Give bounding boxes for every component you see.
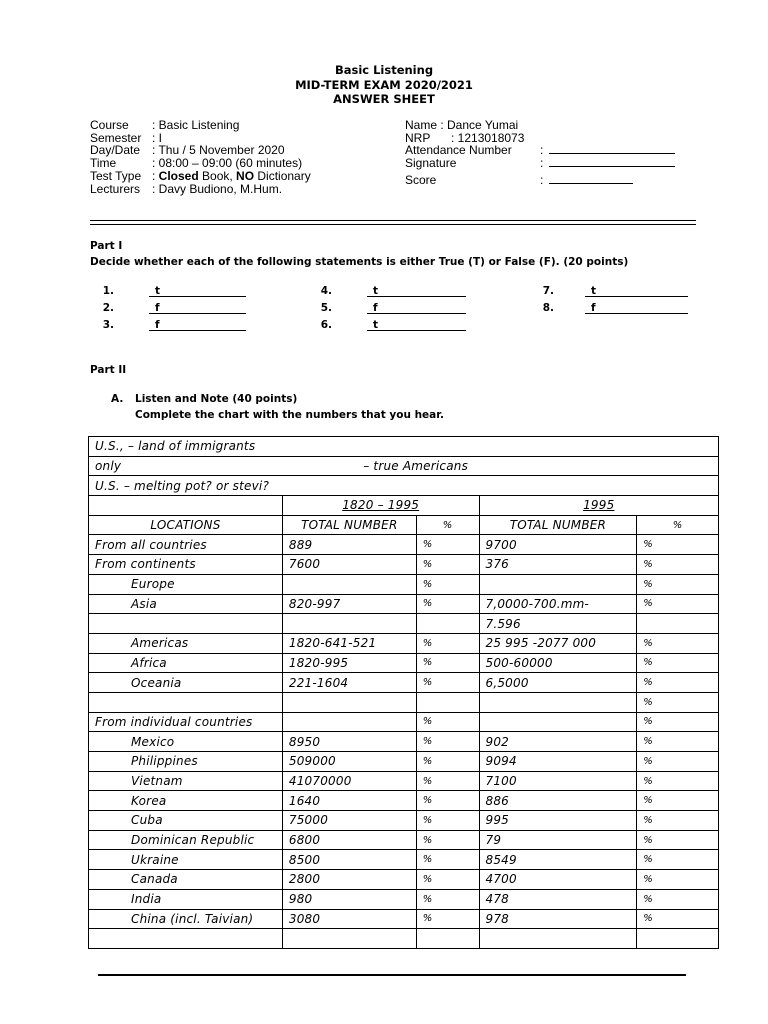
total-1820-1995-cell[interactable]: 8950	[282, 732, 416, 752]
total-1995-cell[interactable]: 886	[479, 791, 637, 811]
pct-1820-1995-cell[interactable]	[416, 929, 479, 949]
answer-number: 8.	[542, 302, 554, 314]
table-row	[89, 535, 719, 555]
header-course-title: Basic Listening	[334, 63, 434, 77]
note-right: – true Americans	[363, 459, 469, 474]
score-colon: :	[540, 172, 544, 187]
note-row	[89, 456, 719, 476]
course-value: : Basic Listening	[152, 118, 240, 132]
test-type-mid: Book,	[198, 168, 237, 183]
pct-1995-cell[interactable]	[637, 614, 719, 634]
total-1820-1995-cell[interactable]: 980	[282, 889, 416, 909]
col-total-2: TOTAL NUMBER	[479, 515, 637, 535]
pct-1820-1995-cell[interactable]: %	[416, 889, 479, 909]
table-row	[89, 771, 719, 791]
header-sheet-title: ANSWER SHEET	[333, 92, 435, 106]
pct-1820-1995-cell[interactable]: %	[416, 574, 479, 594]
pct-1995-cell[interactable]: %	[637, 712, 719, 732]
date-value: : Thu / 5 November 2020	[152, 143, 285, 158]
location-cell: Africa	[89, 653, 283, 673]
course-label: Course	[90, 118, 129, 132]
signature-colon: :	[540, 156, 544, 171]
table-row	[89, 633, 719, 653]
location-cell	[89, 614, 283, 634]
table-row	[89, 673, 719, 693]
total-1995-cell[interactable]: 9700	[479, 535, 637, 555]
total-1995-cell[interactable]: 7.596	[479, 614, 637, 634]
pct-1820-1995-cell[interactable]: %	[416, 653, 479, 673]
total-1995-cell[interactable]: 4700	[479, 870, 637, 890]
answer-number: 7.	[542, 285, 554, 297]
total-1820-1995-cell[interactable]: 221-1604	[282, 673, 416, 693]
total-1820-1995-cell[interactable]: 1820-641-521	[282, 633, 416, 653]
total-1820-1995-cell[interactable]: 41070000	[282, 771, 416, 791]
total-1820-1995-cell[interactable]: 2800	[282, 870, 416, 890]
answer-number: 5.	[320, 302, 332, 314]
total-1995-cell[interactable]: 7,0000-700.mm-	[479, 594, 637, 614]
pct-1820-1995-cell[interactable]: %	[416, 850, 479, 870]
location-cell: Philippines	[89, 752, 283, 772]
column-header-row	[89, 515, 719, 535]
pct-1820-1995-cell[interactable]: %	[416, 811, 479, 831]
note-left: only	[95, 459, 122, 474]
answer-field[interactable]: f	[367, 302, 466, 314]
nrp-value: : 1213018073	[451, 130, 525, 145]
total-1820-1995-cell[interactable]: 6800	[282, 830, 416, 850]
pct-1995-cell[interactable]: %	[637, 594, 719, 614]
location-cell: Oceania	[89, 673, 283, 693]
total-1820-1995-cell[interactable]	[282, 712, 416, 732]
part1-instruction: Decide whether each of the following statements is either True (T) or False (F). (20 points)	[90, 256, 629, 268]
lecturers-value: : Davy Budiono, M.Hum.	[152, 181, 283, 196]
table-row	[89, 929, 719, 949]
total-1995-cell[interactable]: 478	[479, 889, 637, 909]
table-row	[89, 870, 719, 890]
total-1995-cell[interactable]: 8549	[479, 850, 637, 870]
divider-line-bottom	[90, 224, 696, 225]
immigration-chart	[88, 436, 719, 949]
section-a-title: Listen and Note (40 points)	[135, 393, 298, 405]
total-1820-1995-cell[interactable]: 8500	[282, 850, 416, 870]
total-1820-1995-cell[interactable]	[282, 574, 416, 594]
info-left-block	[90, 119, 311, 195]
total-1995-cell[interactable]: 79	[479, 830, 637, 850]
section-a-label: A.	[111, 393, 124, 405]
test-type-prefix: :	[152, 168, 159, 183]
location-cell	[89, 692, 283, 712]
col-total-1: TOTAL NUMBER	[282, 515, 416, 535]
period-1-label: 1820 – 1995	[342, 498, 420, 513]
table-row	[89, 850, 719, 870]
pct-1995-cell[interactable]: %	[637, 909, 719, 929]
location-cell: Americas	[89, 633, 283, 653]
part2-title: Part II	[90, 364, 127, 376]
total-1995-cell[interactable]: 376	[479, 555, 637, 575]
answer-number: 6.	[320, 319, 332, 331]
pct-1995-cell[interactable]: %	[637, 555, 719, 575]
pct-1820-1995-cell[interactable]: %	[416, 870, 479, 890]
semester-label: Semester	[90, 130, 142, 145]
table-row	[89, 752, 719, 772]
pct-1820-1995-cell[interactable]: %	[416, 673, 479, 693]
total-1820-1995-cell[interactable]: 3080	[282, 909, 416, 929]
answer-field[interactable]: t	[367, 319, 466, 331]
note-row	[89, 437, 719, 457]
pct-1995-cell[interactable]: %	[637, 850, 719, 870]
student-name: Name : Dance Yumai	[405, 118, 519, 132]
period-1820-1995	[282, 496, 479, 516]
note-cell[interactable]: U.S. – melting pot? or stevi?	[89, 476, 719, 496]
pct-1995-cell[interactable]: %	[637, 574, 719, 594]
table-row	[89, 653, 719, 673]
signature-field[interactable]	[549, 157, 675, 167]
total-1995-cell[interactable]: 25 995 -2077 000	[479, 633, 637, 653]
table-row	[89, 830, 719, 850]
total-1995-cell[interactable]: 500-60000	[479, 653, 637, 673]
location-cell: Dominican Republic	[89, 830, 283, 850]
page-bottom-rule	[98, 974, 686, 976]
location-cell: Canada	[89, 870, 283, 890]
table-row	[89, 909, 719, 929]
total-1995-cell[interactable]	[479, 692, 637, 712]
table-row	[89, 614, 719, 634]
total-1820-1995-cell[interactable]	[282, 929, 416, 949]
pct-1995-cell[interactable]: %	[637, 771, 719, 791]
info-right-block	[405, 119, 675, 187]
date-label: Day/Date	[90, 143, 141, 158]
table-row	[89, 594, 719, 614]
pct-1820-1995-cell[interactable]: %	[416, 830, 479, 850]
pct-1995-cell[interactable]: %	[637, 889, 719, 909]
pct-1820-1995-cell[interactable]: %	[416, 791, 479, 811]
total-1820-1995-cell[interactable]	[282, 692, 416, 712]
total-1820-1995-cell[interactable]	[282, 614, 416, 634]
period-blank-cell	[89, 496, 283, 516]
note-row	[89, 476, 719, 496]
test-type-post: Dictionary	[254, 168, 311, 183]
pct-1820-1995-cell[interactable]: %	[416, 633, 479, 653]
location-cell: Europe	[89, 574, 283, 594]
table-row	[89, 712, 719, 732]
pct-1995-cell[interactable]: %	[637, 692, 719, 712]
note-cell[interactable]	[89, 456, 719, 476]
time-label: Time	[90, 156, 117, 171]
pct-1995-cell[interactable]: %	[637, 830, 719, 850]
total-1820-1995-cell[interactable]: 7600	[282, 555, 416, 575]
total-1995-cell[interactable]	[479, 929, 637, 949]
table-row	[89, 791, 719, 811]
answer-field[interactable]: t	[585, 285, 688, 297]
pct-1995-cell[interactable]: %	[637, 732, 719, 752]
test-type-label: Test Type	[90, 168, 142, 183]
total-1995-cell[interactable]: 978	[479, 909, 637, 929]
table-row	[89, 555, 719, 575]
test-type-closed: Closed	[158, 168, 199, 183]
location-cell: Ukraine	[89, 850, 283, 870]
semester-value: : I	[152, 130, 163, 145]
attendance-colon: :	[540, 143, 544, 158]
answer-field[interactable]: t	[149, 285, 246, 297]
pct-1995-cell[interactable]: %	[637, 673, 719, 693]
table-row	[89, 692, 719, 712]
note-cell[interactable]: U.S., – land of immigrants	[89, 437, 719, 457]
section-a-instruction: Complete the chart with the numbers that you hear.	[135, 409, 444, 421]
pct-1995-cell[interactable]: %	[637, 870, 719, 890]
location-cell: Asia	[89, 594, 283, 614]
header-exam-title: MID-TERM EXAM 2020/2021	[295, 78, 473, 92]
total-1820-1995-cell[interactable]: 509000	[282, 752, 416, 772]
part1-title: Part I	[90, 240, 123, 252]
table-row	[89, 732, 719, 752]
location-cell	[89, 929, 283, 949]
location-cell: From all countries	[89, 535, 283, 555]
pct-1995-cell[interactable]: %	[637, 811, 719, 831]
location-cell: Cuba	[89, 811, 283, 831]
answer-number: 2.	[102, 302, 114, 314]
signature-label: Signature	[405, 156, 457, 171]
col-pct-1: %	[416, 515, 479, 535]
total-1820-1995-cell[interactable]: 820-997	[282, 594, 416, 614]
total-1995-cell[interactable]: 7100	[479, 771, 637, 791]
total-1820-1995-cell[interactable]: 1640	[282, 791, 416, 811]
pct-1820-1995-cell[interactable]: %	[416, 594, 479, 614]
total-1820-1995-cell[interactable]: 889	[282, 535, 416, 555]
lecturers-label: Lecturers	[90, 181, 141, 196]
pct-1995-cell[interactable]: %	[637, 653, 719, 673]
period-1995	[479, 496, 719, 516]
pct-1995-cell[interactable]: %	[637, 791, 719, 811]
pct-1995-cell[interactable]: %	[637, 535, 719, 555]
table-row	[89, 574, 719, 594]
col-pct-2: %	[637, 515, 719, 535]
pct-1820-1995-cell[interactable]: %	[416, 771, 479, 791]
pct-1820-1995-cell[interactable]	[416, 692, 479, 712]
table-row	[89, 811, 719, 831]
total-1820-1995-cell[interactable]: 1820-995	[282, 653, 416, 673]
pct-1820-1995-cell[interactable]: %	[416, 752, 479, 772]
col-locations: LOCATIONS	[89, 515, 283, 535]
pct-1820-1995-cell[interactable]: %	[416, 555, 479, 575]
attendance-field[interactable]	[549, 144, 675, 154]
answer-field[interactable]: f	[149, 319, 246, 331]
location-cell: China (incl. Taivian)	[89, 909, 283, 929]
score-field[interactable]	[549, 174, 633, 184]
pct-1820-1995-cell[interactable]: %	[416, 732, 479, 752]
nrp-label: NRP	[405, 130, 431, 145]
total-1995-cell[interactable]: 9094	[479, 752, 637, 772]
period-2-label: 1995	[583, 498, 615, 513]
pct-1820-1995-cell[interactable]: %	[416, 909, 479, 929]
period-row	[89, 496, 719, 516]
answer-field[interactable]: t	[367, 285, 466, 297]
answer-field[interactable]: f	[149, 302, 246, 314]
time-value: : 08:00 – 09:00 (60 minutes)	[152, 156, 303, 171]
pct-1820-1995-cell[interactable]: %	[416, 535, 479, 555]
location-cell: Korea	[89, 791, 283, 811]
total-1995-cell[interactable]	[479, 574, 637, 594]
pct-1995-cell[interactable]: %	[637, 633, 719, 653]
total-1820-1995-cell[interactable]: 75000	[282, 811, 416, 831]
test-type-no: NO	[236, 168, 255, 183]
location-cell: From individual countries	[89, 712, 283, 732]
pct-1995-cell[interactable]: %	[637, 752, 719, 772]
location-cell: India	[89, 889, 283, 909]
divider-line-top	[90, 220, 696, 221]
answer-field[interactable]: f	[585, 302, 688, 314]
attendance-label: Attendance Number	[405, 143, 512, 158]
answer-number: 3.	[102, 319, 114, 331]
answer-number: 4.	[320, 285, 332, 297]
pct-1995-cell[interactable]	[637, 929, 719, 949]
total-1995-cell[interactable]	[479, 712, 637, 732]
total-1995-cell[interactable]: 902	[479, 732, 637, 752]
answer-number: 1.	[102, 285, 114, 297]
location-cell: Mexico	[89, 732, 283, 752]
table-row	[89, 889, 719, 909]
pct-1820-1995-cell[interactable]: %	[416, 712, 479, 732]
pct-1820-1995-cell[interactable]	[416, 614, 479, 634]
location-cell: Vietnam	[89, 771, 283, 791]
total-1995-cell[interactable]: 995	[479, 811, 637, 831]
score-label: Score	[405, 172, 437, 187]
location-cell: From continents	[89, 555, 283, 575]
total-1995-cell[interactable]: 6,5000	[479, 673, 637, 693]
